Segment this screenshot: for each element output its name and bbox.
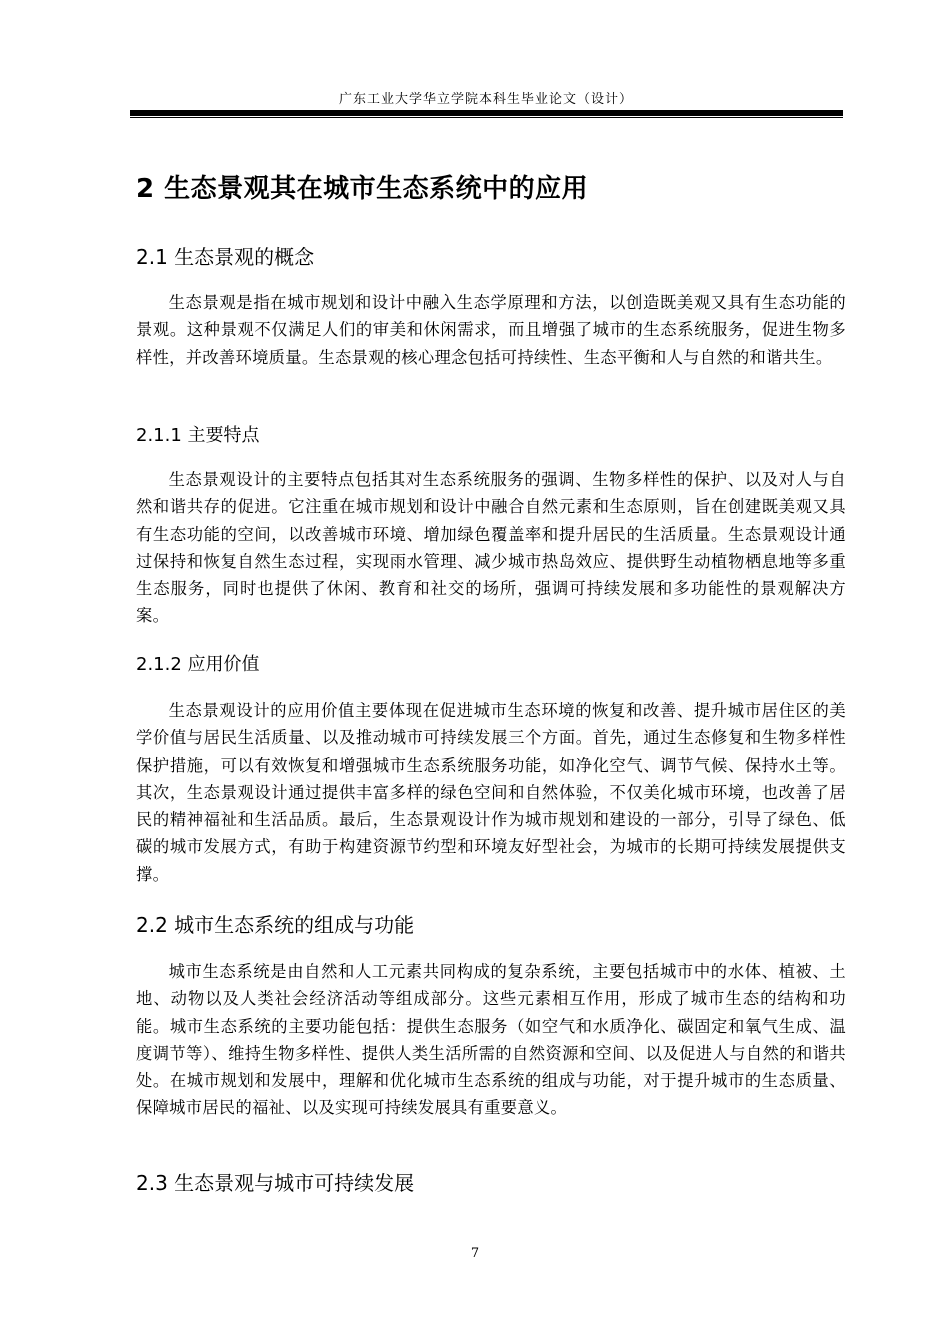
section-heading-2-1-2: 2.1.2 应用价值 — [136, 654, 260, 675]
header-rule-thick — [130, 110, 843, 116]
page-number: 7 — [470, 1246, 480, 1261]
section-paragraph-2-1-1: 生态景观设计的主要特点包括其对生态系统服务的强调、生物多样性的保护、以及对人与自然和谐共存的促进。它注重在城市规划和设计中融合自然元素和生态原则，旨在创建既美观又具有生态功能的空间，以改善城市环境、增加绿色覆盖率和提升居民的生活质量。生态景观设计通过保持和恢复自然生态过程，实现雨水管理、减少城市热岛效应、提供野生动植物栖息地等多重生态服务，同时也提供了休闲、教育和社交的场所，强调可持续发展和多功能性的景观解决方案。 — [136, 470, 846, 626]
section-paragraph-2-1-2: 生态景观设计的应用价值主要体现在促进城市生态环境的恢复和改善、提升城市居住区的美学价值与居民生活质量、以及推动城市可持续发展三个方面。首先，通过生态修复和生物多样性保护措施，可以有效恢复和增强城市生态系统服务功能，如净化空气、调节气候、保持水土等。其次，生态景观设计通过提供丰富多样的绿色空间和自然体验，不仅美化城市环境，也改善了居民的精神福祉和生活品质。最后，生态景观设计作为城市规划和建设的一部分，引导了绿色、低碳的城市发展方式，有助于构建资源节约型和环境友好型社会，为城市的长期可持续发展提供支撑。 — [136, 701, 846, 884]
page-header-title: 广东工业大学华立学院本科生毕业论文（设计） — [338, 92, 633, 107]
section-heading-2-1-1: 2.1.1 主要特点 — [136, 425, 260, 446]
chapter-title: 2 生态景观其在城市生态系统中的应用 — [136, 174, 589, 204]
header-rule-thin — [130, 117, 843, 118]
section-heading-2-2: 2.2 城市生态系统的组成与功能 — [136, 913, 415, 937]
section-heading-2-1: 2.1 生态景观的概念 — [136, 245, 315, 269]
section-heading-2-3: 2.3 生态景观与城市可持续发展 — [136, 1171, 415, 1195]
section-paragraph-2-2: 城市生态系统是由自然和人工元素共同构成的复杂系统，主要包括城市中的水体、植被、土地、动物以及人类社会经济活动等组成部分。这些元素相互作用，形成了城市生态的结构和功能。城市生态系统的主要功能包括：提供生态服务（如空气和水质净化、碳固定和氧气生成、温度调节等）、维持生物多样性、提供人类生活所需的自然资源和空间、以及促进人与自然的和谐共处。在城市规划和发展中，理解和优化城市生态系统的组成与功能，对于提升城市的生态质量、保障城市居民的福祉、以及实现可持续发展具有重要意义。 — [136, 962, 846, 1118]
section-paragraph-2-1: 生态景观是指在城市规划和设计中融入生态学原理和方法，以创造既美观又具有生态功能的景观。这种景观不仅满足人们的审美和休闲需求，而且增强了城市的生态系统服务，促进生物多样性，并改善环境质量。生态景观的核心理念包括可持续性、生态平衡和人与自然的和谐共生。 — [136, 293, 846, 367]
